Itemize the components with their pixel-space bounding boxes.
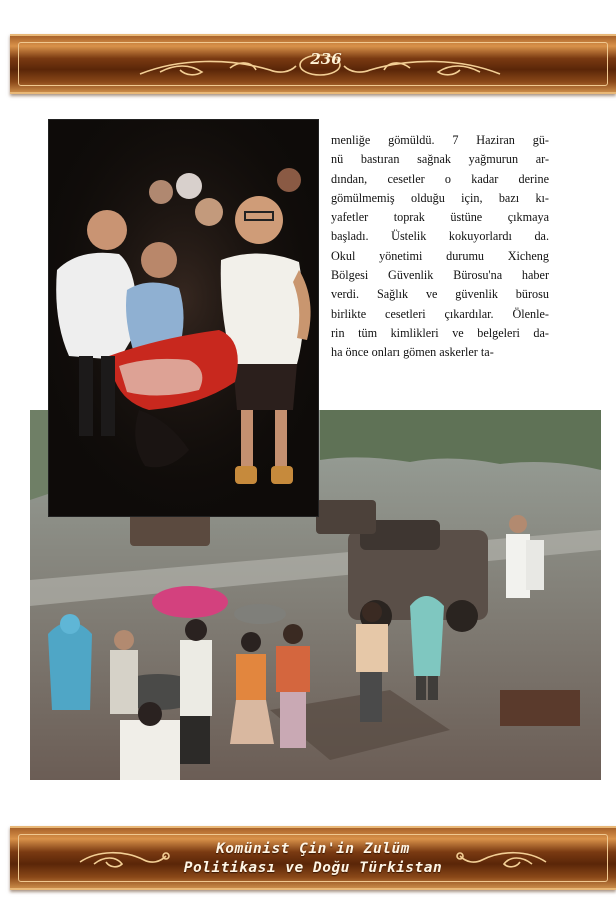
text-line: gömülmemiş olduğu için, bazı kı- [331, 190, 549, 205]
footer-banner [10, 826, 616, 890]
text-line: rin tüm kimlikleri ve belgeleri da- [331, 325, 549, 340]
text-line: dından, cesetler o kadar derine [331, 171, 549, 186]
text-line: ha önce onları gömen askerler ta- [331, 345, 494, 360]
text-line: Okul yönetimi durumu Xicheng [331, 248, 549, 263]
book-title-line-1: Komünist Çin'in Zulüm [216, 841, 410, 857]
text-line: verdi. Sağlık ve güvenlik bürosu [331, 287, 549, 302]
text-line: birlikte cesetleri çıkardılar. Ölenle- [331, 306, 549, 321]
night-scene-illustration [49, 120, 318, 516]
text-line: başladı. Üstelik kokuyorlardı da. [331, 229, 549, 244]
text-line: nü bastıran sağnak yağmurun ar- [331, 152, 549, 167]
right-scroll-ornament-icon [452, 846, 552, 872]
text-line: yafetler toprak üstüne çıkmaya [331, 210, 549, 225]
header-banner [10, 34, 616, 94]
book-title-line-2: Politikası ve Doğu Türkistan [183, 860, 443, 876]
night-protest-photo [48, 119, 319, 517]
left-scroll-ornament-icon [74, 846, 174, 872]
page-number: 236 [310, 50, 342, 68]
article-body-text [331, 131, 549, 363]
text-line: Bölgesi Güvenlik Bürosu'na haber [331, 268, 549, 283]
text-line: menliğe gömüldü. 7 Haziran gü- [331, 133, 549, 147]
